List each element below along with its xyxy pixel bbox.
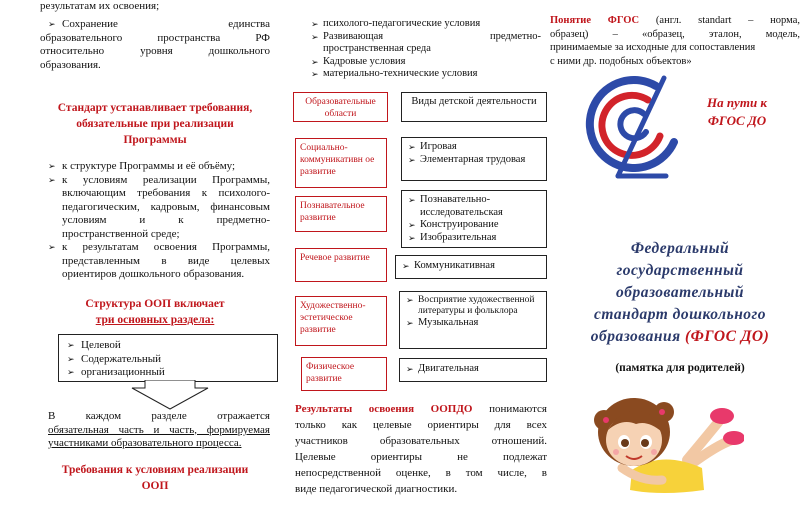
document-title: Федеральный государственный образовательный стандарт дошкольного образования (ФГОС ДО) [590, 240, 770, 345]
condition-staff: ➢ Кадровые условия [311, 56, 541, 69]
each-section-text: В каждом разделе отражается обязательная часть и часть, формируемая участниками образовательного процесса. [48, 410, 270, 450]
bullet-unity-line4: образования. [40, 58, 101, 71]
bullet-unity-line2: образовательного пространства РФ [40, 31, 270, 44]
req-item-conditions: ➢ к условиям реализации Программы, включающим требования к психолого- педагогическим, кадровым, финансовым условиям и к предметно- пространственной среде; [48, 174, 270, 242]
activities-artistic: ➢ Восприятие художественной литературы и фольклора ➢ Музыкальная [399, 291, 547, 349]
activities-cognitive: ➢ Познавательно-исследовательская ➢ Конструирование ➢ Изобразительная [401, 190, 547, 248]
req-item-structure: ➢ к структуре Программы и её объёму; [48, 160, 270, 174]
requirements-list [48, 160, 270, 282]
bullet-unity-line1: ➢ Сохранение единства [48, 18, 270, 30]
section-content: ➢ Содержательный [67, 353, 269, 367]
section-target: ➢ Целевой [67, 339, 269, 353]
area-artistic: Художественно-эстетическое развитие [295, 296, 387, 346]
results-paragraph: Результаты освоения ООПДО понимаются только как целевые ориентиры для всех участников образовательных отношений. Целевые ориентиры не подлежат непосредственной оценке, в том числе, в виде педагогической диагностики. [295, 403, 547, 495]
bullet-unity-line3: относительно уровня дошкольного [40, 45, 270, 58]
down-arrow-icon [130, 380, 210, 410]
condition-psych: ➢ психолого-педагогические условия [311, 18, 541, 31]
concept-definition: Понятие ФГОС (англ. standart – норма, образец) – «образец, эталон, модель, принимаемые за исходные для сопоставления с ними др. подобных объектов» [550, 15, 800, 67]
heading-oop-structure: Структура ООП включает три основных раздела: [85, 298, 225, 326]
heading-conditions: Требования к условиям реализации ООП [61, 464, 249, 492]
fgos-logo-icon [578, 72, 698, 182]
bullet-unity [40, 18, 270, 72]
activities-social: ➢ Игровая ➢ Элементарная трудовая [401, 137, 547, 181]
subtitle-parents: (памятка для родителей) [615, 362, 745, 374]
header-areas: Образовательные области [293, 92, 388, 122]
header-activities: Виды детской деятельности [401, 92, 547, 122]
conditions-list [311, 18, 541, 81]
condition-environment: ➢ Развивающая предметно- пространственная среда [311, 31, 541, 56]
section-organizational: ➢ организационный [67, 366, 269, 380]
column-left [0, 0, 280, 512]
text-continuation: результатам их освоения; [40, 0, 160, 12]
condition-material: ➢ материально-технические условия [311, 68, 541, 81]
area-speech: Речевое развитие [295, 248, 387, 282]
arrow-bullet-icon: ➢ [48, 19, 56, 29]
sections-box [58, 334, 278, 382]
column-middle [283, 0, 548, 512]
area-social: Социально-коммуникативн ое развитие [295, 138, 387, 188]
logo-caption: На пути к ФГОС ДО [706, 95, 768, 128]
heading-standard: Стандарт устанавливает требования, обязательные при реализации Программы [57, 102, 253, 146]
girl-illustration-icon [592, 390, 744, 498]
activities-physical: ➢ Двигательная [399, 358, 547, 382]
area-physical: Физическое развитие [301, 357, 387, 391]
activities-speech: ➢ Коммуникативная [395, 255, 547, 279]
area-cognitive: Познавательное развитие [295, 196, 387, 232]
req-item-results: ➢ к результатам освоения Программы, представленным в виде целевых ориентиров дошкольного образования. [48, 241, 270, 282]
